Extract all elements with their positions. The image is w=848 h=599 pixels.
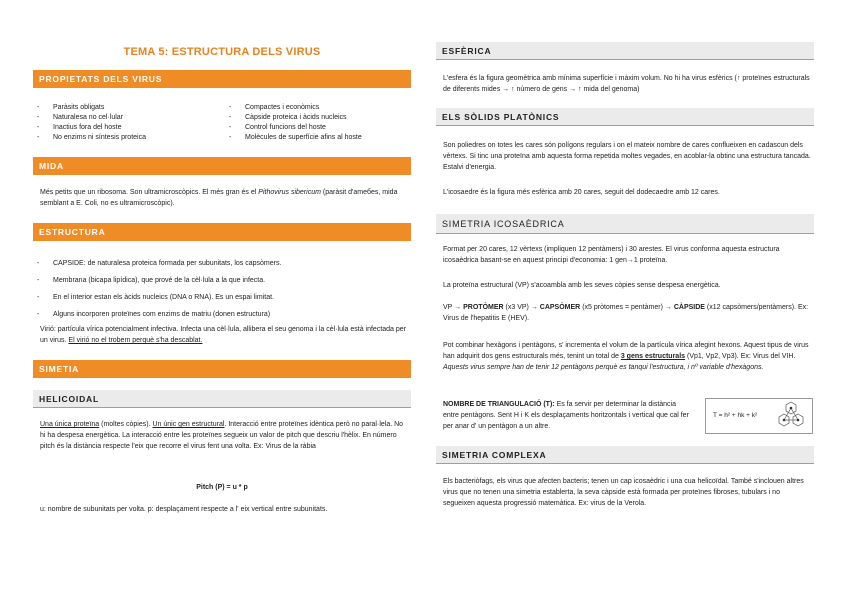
triangulation-label: NOMBRE DE TRIANGULACIÓ (T):	[443, 401, 555, 408]
esferica-paragraph: L'esfera és la figura geomètrica amb mínima superfície i màxim volum. No hi ha virus esfèrics (↑ proteïnes estructurals de diferents mides → ↑ número de gens → ↑ mida del genoma)	[443, 75, 810, 93]
pitch-formula: Pitch (P) = u * p	[196, 484, 248, 491]
solids-paragraph: Son poliedres on totes les cares són polígons regulars i on el mateix nombre de cares conflueixen en cadascun dels vèrtexs. Si tinc una proteïna amb aquesta forma repetida moltes vegades, en acoblar-la obtinc una estructura tancada. Estalvi d'energia.	[443, 142, 811, 171]
mida-text: Més petits que un ribosoma. Son ultramicroscòpics. El més gran és el	[40, 189, 257, 196]
virio-note: El virió no el trobem perquè s'ha descablat.	[68, 337, 203, 344]
icosaedrica-paragraph-2: La proteïna estructural (VP) s'acoambla amb les seves còpies sense despesa energètica.	[443, 282, 721, 289]
hev-example: Ex: Virus de l'hepatitis E (HEV).	[443, 304, 809, 322]
list-item: - Alguns incorporen proteïnes com enzims de matriu (donen estructura)	[33, 306, 411, 323]
protomer-label: PROTÒMER	[463, 304, 504, 311]
propietats-list-1	[33, 103, 223, 143]
list-item: - Control funcions del hoste	[225, 123, 411, 133]
helicoidal-copies: (moltes còpies).	[101, 421, 151, 428]
helicoidal-gene: Un únic gen estructural	[152, 421, 225, 428]
arrow-icon: →	[454, 304, 462, 311]
triangulation-text: Es fa servir per determinar la distància entre pentàgons. Sent H i K els desplaçaments horitzontals i vertical que cal fer per anar d' un pentàgon a un altre.	[443, 401, 689, 430]
section-header-mida: MIDA	[33, 157, 411, 175]
propietats-list-2	[225, 103, 411, 143]
arrow-icon: →	[664, 304, 672, 311]
section-header-esferica: ESFÈRICA	[436, 42, 814, 60]
icosaedrica-paragraph-4	[443, 340, 811, 373]
subsection-header-helicoidal: HELICOIDAL	[33, 390, 411, 408]
helicoidal-paragraph	[40, 419, 408, 452]
list-item: - Membrana (bicapa lipídica), que prové de la cèl·lula a la que infecta.	[33, 272, 411, 289]
capside-count: (x12 capsòmers/pentàmers).	[706, 304, 796, 311]
list-item: - Càpside proteica i àcids nucleics	[225, 113, 411, 123]
list-item: - No enzims ni síntesis proteica	[33, 133, 223, 143]
list-item: - Molècules de superfície afins al hoste	[225, 133, 411, 143]
protomer-count: (x3 VP)	[505, 304, 529, 311]
pitch-description: u: nombre de subunitats per volta. p: desplaçament respecte a l' eix vertical entre subunitats.	[40, 506, 328, 513]
section-header-solids: ELS SÒLIDS PLATÒNICS	[436, 108, 814, 126]
helicoidal-text: . Interacció entre proteïnes idèntica però no paral·lela. No hi ha despesa energètica. La interacció entre les proteïnes segueix un valor de pitch que descriu l'hèlix. En número pitch és la distància respecte l'eix que recorre el virus fent una volta. Ex: Virus de la ràbia	[40, 421, 404, 450]
mida-species: Pithovirus sibericum	[258, 189, 321, 196]
virio-paragraph	[40, 324, 408, 346]
hexons-text: Pot combinar hexàgons i pentàgons, s' incrementa el volum de la partícula vírica afegint hexons. Aquest tipus de virus han adquirit dos gens estructurals més, tenint un total de	[443, 342, 809, 360]
capsomer-count: (x5 pròtomes = pentàmer)	[582, 304, 663, 311]
estructura-list	[33, 255, 411, 323]
capsomer-label: CAPSÒMER	[539, 304, 581, 311]
list-item: - Inactius fora del hoste	[33, 123, 223, 133]
helicoidal-protein: Una única proteïna	[40, 421, 100, 428]
vih-example: (Vp1, Vp2, Vp3). Ex: Virus del VIH.	[687, 353, 796, 360]
section-header-complexa: SIMETRIA COMPLEXA	[436, 446, 814, 464]
list-item: - Naturalesa no cel·lular	[33, 113, 223, 123]
gene-count: 3 gens estructurals	[620, 353, 686, 360]
section-header-propietats: PROPIETATS DELS VIRUS	[33, 70, 411, 88]
list-item: - CAPSIDE: de naturalesa proteica formada per subunitats, los capsòmers.	[33, 255, 411, 272]
section-header-estructura: ESTRUCTURA	[33, 223, 411, 241]
list-item: - Compactes i econòmics	[225, 103, 411, 113]
section-header-icosaedrica: SIMETRIA ICOSAÈDRICA	[436, 214, 814, 234]
solids-icosaedre: L'icosaedre és la figura més esfèrica amb 20 cares, seguit del dodecaedre amb 12 cares.	[443, 189, 720, 196]
virio-text: Virió: partícula vírica potencialment infectiva. Infecta una cèl·lula, allibera el seu genoma i la cèl·lula està infectada per un virus.	[40, 326, 407, 344]
assembly-sequence	[443, 302, 811, 324]
triangulation-paragraph	[443, 399, 693, 432]
icosaedrica-paragraph-1: Format per 20 cares, 12 vèrtexs (impliquen 12 pentàmers) i 30 arestes. El virus conforma aquesta estructura icosaèdrica basant-se en aquest principi d'economia: 1 gen→1 proteïna.	[443, 246, 780, 264]
arrow-icon: →	[530, 304, 538, 311]
triangulation-figure	[705, 398, 813, 434]
list-item: - Paràsits obligats	[33, 103, 223, 113]
hexagon-lattice-icon	[774, 400, 808, 432]
mida-text-end: (paràsit d'ameбes, mida semblant a E. Coli, no es ultramicroscòpic).	[40, 189, 398, 207]
vp-label: VP	[443, 304, 453, 311]
complexa-paragraph: Els bacteriòfags, els virus que afecten bacteris; tenen un cap icosaèdric i una cua helicoïdal. També s'inclouen altres virus que no tenen una simetria establerta, la seva càpside està formada per proteïnes fibroses, tubulars i no segueixen aquesta progressió matemàtica. Ex: virus de la Verola.	[443, 478, 804, 507]
section-header-simetria: SIMETIA	[33, 360, 411, 378]
pentagon-note: Aquests virus sempre han de tenir 12 pentàgons perquè es tanqui l'estructura, i nº variable d'hexàgons.	[443, 364, 764, 371]
capside-label: CÀPSIDE	[673, 304, 705, 311]
list-item: - En el interior estan els àcids nucleics (DNA o RNA). Es un espai limitat.	[33, 289, 411, 306]
page-title: TEMA 5: ESTRUCTURA DELS VIRUS	[123, 46, 321, 58]
triangulation-formula: T = h² + hk + k²	[713, 412, 758, 419]
mida-paragraph	[40, 187, 408, 209]
